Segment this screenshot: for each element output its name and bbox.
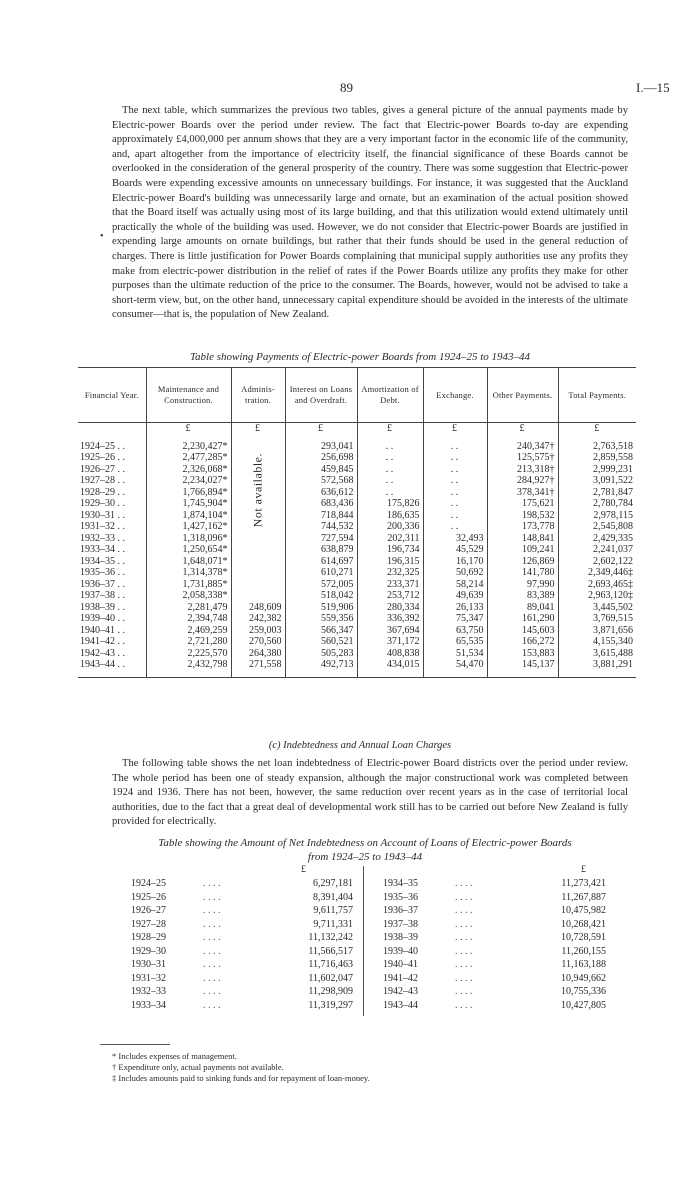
currency-cell [78, 423, 146, 435]
year-cell: 1940–41 . . [80, 624, 125, 636]
value-cell: 2,721,280 [146, 636, 231, 648]
year-label: 1927–28 [131, 918, 166, 930]
value-cell: 572,005 [285, 579, 357, 591]
value-cell: 54,470 [423, 659, 487, 671]
indebtedness-value: 10,728,591 [561, 932, 606, 943]
value-cell: 378,341† [487, 487, 558, 499]
table-row [78, 452, 636, 464]
year-cell: 1930–31 . . [80, 509, 125, 521]
leader-dots: . . . . [455, 918, 473, 930]
value-cell: 614,697 [285, 556, 357, 568]
value-cell: 2,978,115 [558, 510, 636, 522]
leader-dots: . . . . [203, 999, 221, 1011]
year-label: 1937–38 [383, 918, 418, 930]
value-cell: 16,170 [423, 556, 487, 568]
value-cell: 518,042 [285, 590, 357, 602]
value-cell: . . [423, 464, 487, 476]
value-cell: 367,694 [357, 625, 423, 637]
year-cell: 1934–35 . . [80, 555, 125, 567]
footnote: * Includes expenses of management. [112, 1051, 237, 1061]
value-cell: 3,615,488 [558, 648, 636, 660]
section-title: (c) Indebtedness and Annual Loan Charges [268, 740, 452, 751]
value-cell: 1,318,096* [146, 533, 231, 545]
leader-dots: . . . . [203, 878, 221, 889]
leader-dots: . . . . [455, 999, 473, 1011]
indebtedness-row [383, 945, 606, 959]
indebtedness-value: 11,260,155 [561, 945, 606, 957]
value-cell: 371,172 [357, 636, 423, 648]
year-label: 1933–34 [131, 999, 166, 1011]
year-label: 1938–39 [383, 932, 418, 943]
currency-cell: £ [558, 423, 636, 435]
value-cell: 26,133 [423, 602, 487, 614]
leader-dots: . . . . [203, 972, 221, 984]
indebtedness-value: 9,611,757 [313, 905, 353, 916]
indebtedness-row [383, 904, 606, 918]
value-cell: . . [423, 441, 487, 453]
indebtedness-value: 10,949,662 [561, 972, 606, 984]
table-row [78, 487, 636, 499]
value-cell: 3,881,291 [558, 659, 636, 671]
value-cell: 727,594 [285, 533, 357, 545]
spacer-cell [558, 671, 636, 678]
value-cell: 2,326,068* [146, 464, 231, 476]
indebtedness-row [131, 891, 353, 905]
value-cell: 97,990 [487, 579, 558, 591]
year-label: 1942–43 [383, 986, 418, 997]
value-cell: 492,713 [285, 659, 357, 671]
value-cell: . . [357, 475, 423, 487]
value-cell: 161,290 [487, 613, 558, 625]
leader-dots: . . . . [455, 891, 473, 903]
value-cell: 166,272 [487, 636, 558, 648]
value-cell: 50,692 [423, 567, 487, 579]
column-divider [363, 866, 364, 1016]
value-cell: 459,845 [285, 464, 357, 476]
year-cell: 1936–37 . . [80, 578, 125, 590]
spacer-cell [231, 671, 285, 678]
value-cell: 270,560 [231, 636, 285, 648]
value-cell: 148,841 [487, 533, 558, 545]
value-cell: 232,325 [357, 567, 423, 579]
value-cell: 3,091,522 [558, 475, 636, 487]
indebtedness-value: 11,566,517 [308, 945, 353, 957]
value-cell: 2,602,122 [558, 556, 636, 568]
indebtedness-row [131, 985, 353, 999]
value-cell: 2,429,335 [558, 533, 636, 545]
value-cell: 125,575† [487, 452, 558, 464]
value-cell: 173,778 [487, 521, 558, 533]
col-header: Interest on Loans and Overdraft. [285, 368, 357, 423]
leader-dots: . . . . [455, 986, 473, 997]
value-cell: 2,241,037 [558, 544, 636, 556]
value-cell: . . [423, 475, 487, 487]
value-cell: 2,230,427* [146, 441, 231, 453]
value-cell: 2,477,285* [146, 452, 231, 464]
spacer-cell [78, 671, 146, 678]
value-cell: 256,698 [285, 452, 357, 464]
intro-paragraph: The next table, which summarizes the previous two tables, gives a general picture of the annual payments made by Electric-power Boards over the period under review. The fact that Electric-power Boards to-day are expending approximately £4,000,000 per annum shows that they are a very important factor in the economic life of the community, and, apart altogether from the importance of electricity itself, the financial significance of these Boards cannot be overlooked in the consideration of the general prosperity of the country. There was some suggestion that Electric-power Boards were expending excessive amounts on unnecessary buildings. For instance, it was suggested that the Auckland Electric-power Board's building was unnecessarily large and ornate, but an examination of the actual position showed that the Board itself was actually using most of its large building, and that this utilization would extend ultimately until practically the whole of the building was used. However, we do not consider that Electric-power Boards are justified in expending large amounts on ornate buildings, but rather that their funds should be used in the general reduction of charges. There is little justification for Power Boards complaining that municipal supply authorities use any profits they make from electric-power distribution in the relief of rates if the Power Boards utilize any profits they make for other purposes than the ultimate reduction of the price to the consumer. The Boards, however, would not be advised to take a short-term view, but, on the other hand, unnecessary capital expenditure should be avoided in the interests of the ultimate consumer—that is, the population of New Zealand. [112, 105, 628, 321]
currency-cell: £ [285, 423, 357, 435]
year-label: 1939–40 [383, 945, 418, 957]
currency-cell: £ [231, 423, 285, 435]
value-cell: 683,436 [285, 498, 357, 510]
value-cell: 636,612 [285, 487, 357, 499]
col-header: Total Payments. [558, 368, 636, 423]
value-cell: 744,532 [285, 521, 357, 533]
year-cell: 1937–38 . . [80, 590, 125, 601]
year-cell: 1929–30 . . [80, 498, 125, 509]
indebtedness-value: 11,319,297 [308, 999, 353, 1011]
indebtedness-value: 10,755,336 [561, 986, 606, 997]
value-cell: 198,532 [487, 510, 558, 522]
indebtedness-table-title [100, 836, 630, 864]
table-row [78, 659, 636, 671]
year-cell: 1939–40 . . [80, 613, 125, 624]
value-cell: 2,999,231 [558, 464, 636, 476]
currency-symbol: £ [581, 864, 586, 875]
value-cell: 280,334 [357, 602, 423, 614]
indebtedness-row [131, 999, 353, 1013]
table-row [78, 567, 636, 579]
value-cell: 213,318† [487, 464, 558, 476]
leader-dots: . . . . [203, 918, 221, 930]
spacer-cell [487, 671, 558, 678]
value-cell: 4,155,340 [558, 636, 636, 648]
value-cell: 434,015 [357, 659, 423, 671]
value-cell: 145,137 [487, 659, 558, 671]
value-cell: 83,389 [487, 590, 558, 602]
indebtedness-value: 10,475,982 [561, 905, 606, 916]
value-cell: 109,241 [487, 544, 558, 556]
value-cell: 1,731,885* [146, 579, 231, 591]
value-cell: 259,003 [231, 625, 285, 637]
indebtedness-value: 11,273,421 [561, 878, 606, 889]
indebtedness-value: 8,391,404 [313, 891, 353, 903]
value-cell: . . [423, 510, 487, 522]
value-cell: 284,927† [487, 475, 558, 487]
value-cell: 141,780 [487, 567, 558, 579]
payments-table [78, 367, 636, 678]
leader-dots: . . . . [203, 945, 221, 957]
indebtedness-row [383, 891, 606, 905]
leader-dots: . . . . [455, 945, 473, 957]
indebtedness-value: 11,132,242 [308, 932, 353, 943]
not-available-cell [231, 441, 285, 602]
value-cell: . . [423, 487, 487, 499]
col-header: Adminis-tration. [231, 368, 285, 423]
value-cell: 264,380 [231, 648, 285, 660]
value-cell: 126,869 [487, 556, 558, 568]
year-label: 1941–42 [383, 972, 418, 984]
indebtedness-value: 10,268,421 [561, 918, 606, 930]
year-label: 1934–35 [383, 878, 418, 889]
value-cell: 718,844 [285, 510, 357, 522]
value-cell: 560,521 [285, 636, 357, 648]
value-cell: 65,535 [423, 636, 487, 648]
year-label: 1935–36 [383, 891, 418, 903]
year-label: 1925–26 [131, 891, 166, 903]
leader-dots: . . . . [455, 878, 473, 889]
indebtedness-title-line: Table showing the Amount of Net Indebtedness on Account of Loans of Electric-power Boards [158, 837, 572, 849]
value-cell: 2,225,570 [146, 648, 231, 660]
value-cell: 1,314,378* [146, 567, 231, 579]
indebtedness-value: 11,298,909 [308, 986, 353, 997]
indebtedness-value: 9,711,331 [313, 918, 353, 930]
value-cell: 186,635 [357, 510, 423, 522]
not-available-label: Not available. [250, 452, 265, 527]
indebtedness-row [383, 972, 606, 986]
year-label: 1928–29 [131, 932, 166, 943]
year-label: 1931–32 [131, 972, 166, 984]
value-cell: . . [423, 498, 487, 510]
spacer-row [78, 671, 636, 678]
value-cell: 175,826 [357, 498, 423, 510]
value-cell: 153,883 [487, 648, 558, 660]
value-cell: . . [357, 487, 423, 499]
value-cell: 2,234,027* [146, 475, 231, 487]
indebtedness-value: 11,602,047 [308, 972, 353, 984]
value-cell: 3,769,515 [558, 613, 636, 625]
value-cell: 248,609 [231, 602, 285, 614]
table-row [78, 613, 636, 625]
value-cell: 175,621 [487, 498, 558, 510]
year-cell: 1932–33 . . [80, 532, 125, 544]
value-cell: 2,058,338* [146, 590, 231, 602]
value-cell: 202,311 [357, 533, 423, 545]
currency-cell: £ [146, 423, 231, 435]
indebtedness-value: 6,297,181 [313, 878, 353, 889]
table-row [78, 498, 636, 510]
value-cell: 196,315 [357, 556, 423, 568]
year-label: 1924–25 [131, 878, 166, 889]
indebtedness-row [131, 918, 353, 932]
indebtedness-value: 11,716,463 [308, 959, 353, 970]
indebtedness-left-column [131, 877, 353, 1012]
value-cell: 408,838 [357, 648, 423, 660]
table-row [78, 533, 636, 545]
value-cell: . . [357, 464, 423, 476]
year-label: 1943–44 [383, 999, 418, 1011]
value-cell: . . [357, 441, 423, 453]
table-row [78, 579, 636, 591]
value-cell: 3,445,502 [558, 602, 636, 614]
year-label: 1929–30 [131, 945, 166, 957]
margin-mark: • [100, 231, 104, 242]
year-cell: 1927–28 . . [80, 475, 125, 486]
year-cell: 1938–39 . . [80, 601, 125, 613]
year-cell: 1942–43 . . [80, 647, 125, 659]
indebtedness-paragraph: The following table shows the net loan indebtedness of Electric-power Board districts over the period under review. The whole period has been one of steady expansion, although the major constructional work was completed between 1924 and 1936. There has not been, however, the same reduction over recent years as in the case of territorial local authorities, due to the fact that a great deal of developmental work still has to be carried out before New Zealand is fully provided for electrically. [112, 758, 628, 828]
page-reference: I.—15 [636, 80, 670, 95]
table-row [78, 625, 636, 637]
value-cell: 145,603 [487, 625, 558, 637]
leader-dots: . . . . [455, 972, 473, 984]
value-cell: 58,214 [423, 579, 487, 591]
indebtedness-row [131, 945, 353, 959]
indebtedness-row [131, 877, 353, 891]
table-row [78, 441, 636, 453]
value-cell: 1,874,104* [146, 510, 231, 522]
indebtedness-row [383, 931, 606, 945]
value-cell: 2,693,465‡ [558, 579, 636, 591]
table-row [78, 602, 636, 614]
leader-dots: . . . . [203, 986, 221, 997]
value-cell: 3,871,656 [558, 625, 636, 637]
value-cell: 240,347† [487, 441, 558, 453]
value-cell: 75,347 [423, 613, 487, 625]
year-cell: 1933–34 . . [80, 544, 125, 555]
value-cell: 572,568 [285, 475, 357, 487]
indebtedness-value: 10,427,805 [561, 999, 606, 1011]
value-cell: 336,392 [357, 613, 423, 625]
currency-cell: £ [423, 423, 487, 435]
table-row [78, 475, 636, 487]
leader-dots: . . . . [203, 959, 221, 970]
value-cell: 51,534 [423, 648, 487, 660]
spacer-cell [285, 671, 357, 678]
indebtedness-value: 11,267,887 [561, 891, 606, 903]
indebtedness-title-line: from 1924–25 to 1943–44 [307, 851, 423, 863]
footnote: † Expenditure only, actual payments not available. [112, 1062, 284, 1072]
table-row [78, 464, 636, 476]
value-cell: 1,766,894* [146, 487, 231, 499]
table-row [78, 521, 636, 533]
value-cell: 233,371 [357, 579, 423, 591]
value-cell: 2,859,558 [558, 452, 636, 464]
table-row [78, 636, 636, 648]
value-cell: 1,745,904* [146, 498, 231, 510]
year-label: 1930–31 [131, 959, 166, 970]
value-cell: 638,879 [285, 544, 357, 556]
value-cell: 1,427,162* [146, 521, 231, 533]
spacer-cell [146, 671, 231, 678]
year-label: 1932–33 [131, 986, 166, 997]
col-header: Other Payments. [487, 368, 558, 423]
year-cell: 1943–44 . . [80, 659, 125, 670]
value-cell: 2,963,120‡ [558, 590, 636, 602]
footnote: ‡ Includes amounts paid to sinking funds and for repayment of loan-money. [112, 1073, 370, 1083]
currency-symbol: £ [301, 864, 306, 875]
indebtedness-row [383, 877, 606, 891]
spacer-cell [357, 671, 423, 678]
value-cell: 2,281,479 [146, 602, 231, 614]
value-cell: 2,349,446‡ [558, 567, 636, 579]
year-label: 1936–37 [383, 905, 418, 916]
value-cell: 2,545,808 [558, 521, 636, 533]
leader-dots: . . . . [455, 959, 473, 970]
spacer-cell [423, 671, 487, 678]
value-cell: 32,493 [423, 533, 487, 545]
value-cell: 505,283 [285, 648, 357, 660]
leader-dots: . . . . [455, 905, 473, 916]
value-cell: 49,639 [423, 590, 487, 602]
table-row [78, 590, 636, 602]
table-row [78, 544, 636, 556]
payments-table-title: Table showing Payments of Electric-power Boards from 1924–25 to 1943–44 [189, 351, 531, 363]
value-cell: 559,356 [285, 613, 357, 625]
indebtedness-row [131, 904, 353, 918]
leader-dots: . . . . [203, 905, 221, 916]
currency-cell: £ [357, 423, 423, 435]
indebtedness-row [383, 958, 606, 972]
leader-dots: . . . . [455, 932, 473, 943]
table-row [78, 510, 636, 522]
indebtedness-row [383, 918, 606, 932]
year-cell: 1935–36 . . [80, 567, 125, 578]
value-cell: 2,394,748 [146, 613, 231, 625]
value-cell: . . [357, 452, 423, 464]
value-cell: 2,780,784 [558, 498, 636, 510]
value-cell: 2,781,847 [558, 487, 636, 499]
year-cell: 1925–26 . . [80, 452, 125, 463]
page-number: 89 [340, 80, 353, 95]
col-header: Maintenance and Construction. [146, 368, 231, 423]
indebtedness-row [131, 972, 353, 986]
value-cell: 2,432,798 [146, 659, 231, 671]
year-label: 1940–41 [383, 959, 418, 970]
indebtedness-row [131, 931, 353, 945]
value-cell: 2,469,259 [146, 625, 231, 637]
value-cell: 566,347 [285, 625, 357, 637]
footnotes [112, 1051, 370, 1084]
value-cell: 89,041 [487, 602, 558, 614]
value-cell: 519,906 [285, 602, 357, 614]
value-cell: 293,041 [285, 441, 357, 453]
currency-row [78, 423, 636, 435]
value-cell: 610,271 [285, 567, 357, 579]
indebtedness-value: 11,163,188 [561, 959, 606, 970]
col-header: Financial Year. [78, 368, 146, 423]
value-cell: . . [423, 452, 487, 464]
value-cell: 45,529 [423, 544, 487, 556]
payments-table-body [78, 423, 636, 678]
payments-header-row [78, 368, 636, 423]
value-cell: 253,712 [357, 590, 423, 602]
year-cell: 1931–32 . . [80, 521, 125, 532]
year-cell: 1926–27 . . [80, 463, 125, 475]
value-cell: 242,382 [231, 613, 285, 625]
year-cell: 1924–25 . . [80, 440, 125, 452]
indebtedness-right-column [383, 877, 606, 1012]
value-cell: 63,750 [423, 625, 487, 637]
value-cell: 2,763,518 [558, 441, 636, 453]
col-header: Amortization of Debt. [357, 368, 423, 423]
table-row [78, 556, 636, 568]
year-cell: 1928–29 . . [80, 486, 125, 498]
leader-dots: . . . . [203, 932, 221, 943]
value-cell: 200,336 [357, 521, 423, 533]
col-header: Exchange. [423, 368, 487, 423]
indebtedness-row [383, 999, 606, 1013]
table-row [78, 648, 636, 660]
value-cell: 271,558 [231, 659, 285, 671]
leader-dots: . . . . [203, 891, 221, 903]
value-cell: 1,250,654* [146, 544, 231, 556]
indebtedness-row [131, 958, 353, 972]
value-cell: 1,648,071* [146, 556, 231, 568]
value-cell: . . [423, 521, 487, 533]
currency-cell: £ [487, 423, 558, 435]
footnote-rule [100, 1044, 170, 1045]
indebtedness-row [383, 985, 606, 999]
year-label: 1926–27 [131, 905, 166, 916]
year-cell: 1941–42 . . [80, 636, 125, 647]
value-cell: 196,734 [357, 544, 423, 556]
